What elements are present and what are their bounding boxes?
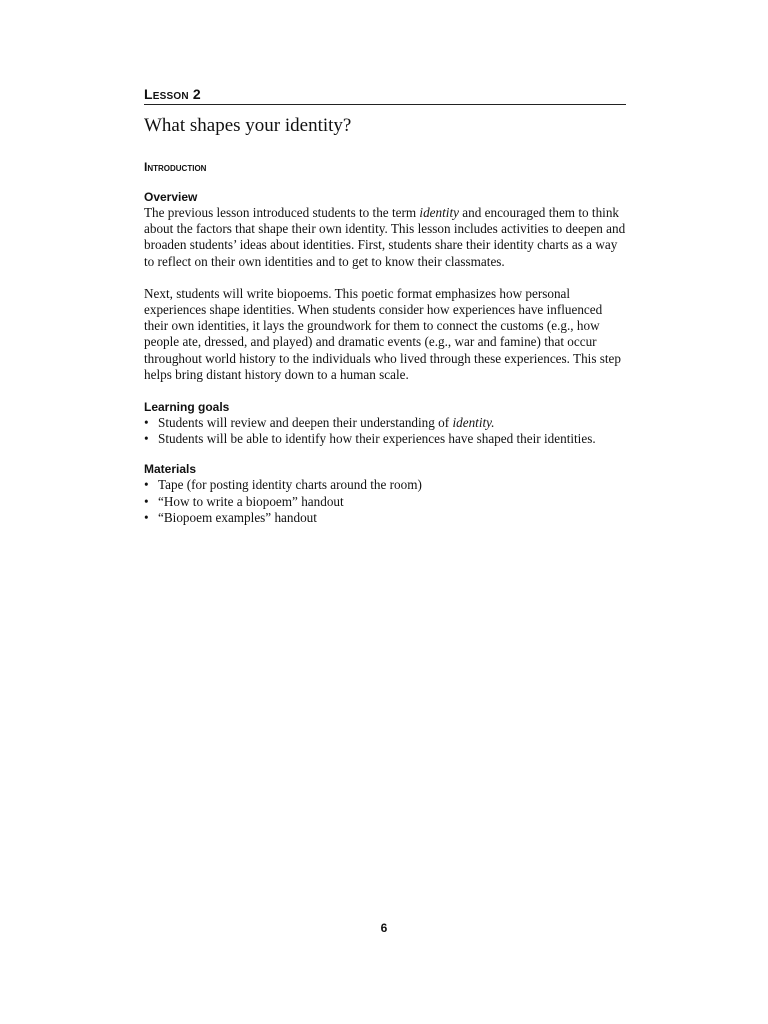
overview-paragraph-1: The previous lesson introduced students to the term identity and encouraged them to think about the factors that shape their own identity. This lesson includes activities to deepen and broaden students’ ideas about identities. First, students share their identity charts as a way to reflect on their own identities and to get to know their classmates. [144, 205, 626, 269]
learning-goals-heading: Learning goals [144, 400, 230, 415]
overview-paragraph-2: Next, students will write biopoems. This poetic format emphasizes how personal experiences shape identities. When students consider how experiences have influenced their own identities, it lays the groundwork for them to connect the customs (e.g., how people ate, dressed, and played) and dramatic events (e.g., war and famine) that occur throughout world history to the individuals who lived through these experiences. This step helps bring distant history down to a human scale. [144, 285, 621, 382]
list-item: • “How to write a biopoem” handout [144, 493, 344, 509]
list-item: • Students will be able to identify how their experiences have shaped their identities. [144, 431, 596, 447]
identity-term: identity [419, 205, 459, 220]
overview-heading: Overview [144, 190, 198, 204]
bullet-icon: • [144, 431, 149, 447]
page-title: What shapes your identity? [144, 115, 352, 136]
page-number: 6 [380, 921, 388, 935]
materials-list [144, 477, 626, 526]
bullet-icon: • [144, 509, 149, 525]
list-item: • Tape (for posting identity charts around the room) [144, 477, 422, 493]
learning-goals-list [144, 415, 626, 447]
header-rule [144, 104, 626, 105]
bullet-icon: • [144, 415, 149, 431]
list-item: • “Biopoem examples” handout [144, 509, 317, 525]
list-item: • Students will review and deepen their understanding of identity. [144, 415, 495, 431]
introduction-heading: Introduction [144, 160, 207, 174]
materials-heading: Materials [144, 462, 197, 477]
bullet-icon: • [144, 477, 149, 493]
lesson-label: Lesson 2 [144, 86, 201, 102]
bullet-icon: • [144, 493, 149, 509]
lesson-page [144, 84, 626, 526]
